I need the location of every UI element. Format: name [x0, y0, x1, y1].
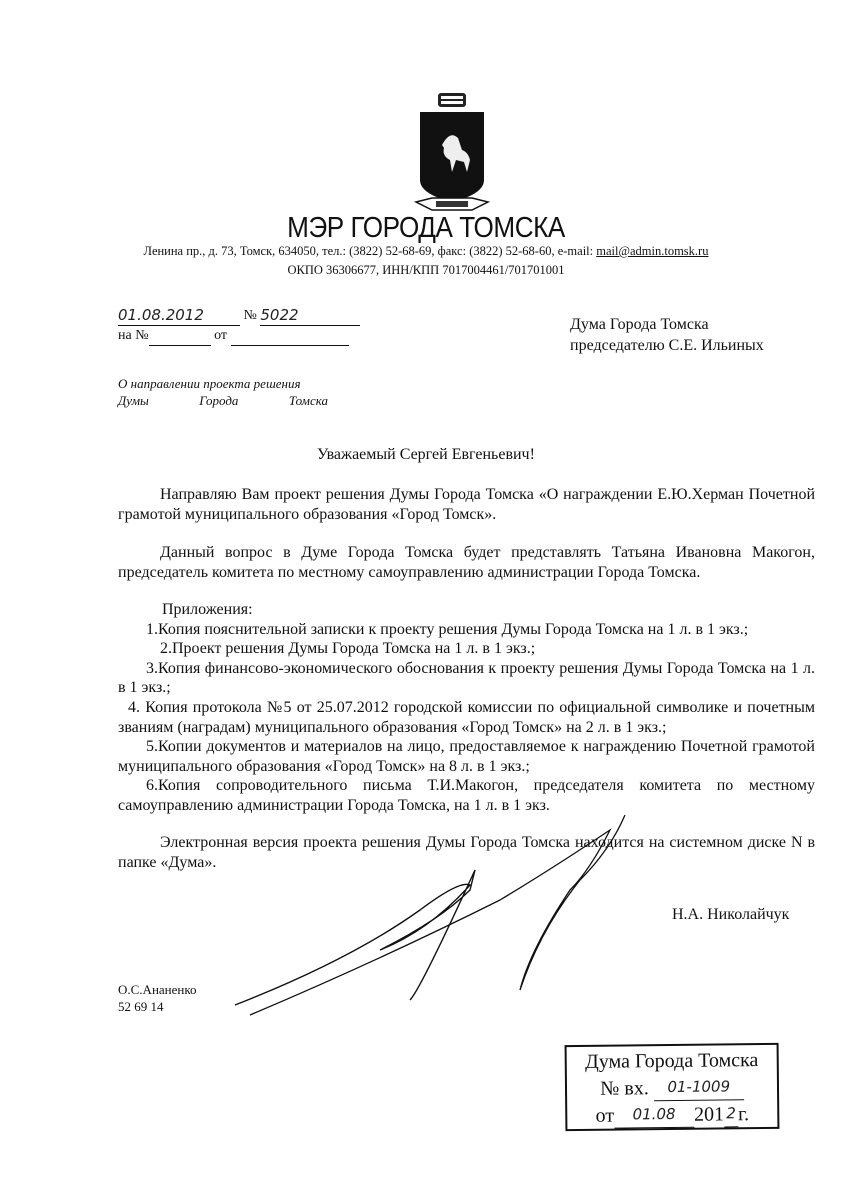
signer-name: Н.А. Николайчук: [672, 906, 790, 923]
stamp-year-prefix: 201: [693, 1103, 725, 1126]
stamp-year-digit: 2: [724, 1100, 738, 1127]
outgoing-reference: [118, 305, 360, 346]
attachment-item: 5.Копии документов и материалов на лицо, предоставляемое к награждению Почетной грамотой муниципального образования «Город Томск» на 8 л. в 1 экз.;: [118, 738, 815, 775]
attachments: [118, 600, 815, 816]
paragraph-1: [118, 485, 815, 525]
attachment-item: 6.Копия сопроводительного письма Т.И.Макогон, председателя комитета по местному самоуправлению администрации Города Томска, на 1 л. в 1 экз.: [118, 777, 815, 814]
attachments-heading: Приложения:: [162, 601, 253, 618]
executor: [118, 981, 197, 1015]
executor-name: О.С.Ананенко: [118, 982, 197, 997]
paragraph-text: Данный вопрос в Думе Города Томска будет представлять Татьяна Ивановна Макогон, председатель комитета по местному самоуправлению администрации Города Томска.: [118, 544, 815, 581]
address-text: Ленина пр., д. 73, Томск, 634050, тел.: (3822) 52-68-69, факс: (3822) 52-68-60, e-mail:: [143, 244, 597, 258]
attachment-item: 3.Копия финансово-экономического обоснования к проекту решения Думы Города Томска на 1 л. в 1 экз.;: [118, 659, 815, 697]
ref-label: на №: [118, 328, 149, 343]
recipient-person: председателю С.Е. Ильиных: [570, 337, 764, 354]
outgoing-number: 5022: [260, 305, 360, 326]
subject-word: Города: [199, 393, 239, 408]
stamp-number-label: № вх.: [600, 1077, 649, 1100]
subject: [118, 375, 328, 409]
attachment-item: 1.Копия пояснительной записки к проекту решения Думы Города Томска на 1 л. в 1 экз.;: [146, 620, 749, 638]
coat-of-arms-icon: [412, 90, 492, 215]
ref-from-label: от: [214, 328, 228, 343]
incoming-stamp: [565, 1043, 780, 1131]
subject-line-1: О направлении проекта решения: [118, 376, 301, 391]
signature-icon: [230, 810, 650, 1030]
email-link[interactable]: mail@admin.tomsk.ru: [596, 244, 709, 258]
number-label: №: [243, 308, 257, 323]
letterhead-address: [0, 244, 852, 259]
paragraph-text: Электронная версия проекта решения Думы Города Томска находится на системном диске N в папке «Дума».: [118, 834, 815, 871]
outgoing-date: 01.08.2012: [118, 305, 240, 326]
recipient: [570, 314, 764, 356]
stamp-number: 01-1009: [654, 1073, 744, 1101]
ref-date-blank: [231, 331, 349, 346]
paragraph-text: Направляю Вам проект решения Думы Города Томска «О награждении Е.Ю.Херман Почетной грамотой муниципального образования «Город Томск».: [118, 486, 815, 523]
attachment-item: 2.Проект решения Думы Города Томска на 1 л. в 1 экз.;: [160, 640, 536, 658]
ref-number-blank: [149, 331, 211, 346]
subject-word: Томска: [288, 393, 328, 408]
greeting: Уважаемый Сергей Евгеньевич!: [317, 446, 535, 463]
stamp-date-label: от: [595, 1104, 615, 1127]
stamp-year-suffix: г.: [737, 1103, 750, 1126]
letterhead-okpo: ОКПО 36306677, ИНН/КПП 7017004461/701701001: [287, 263, 565, 277]
attachment-item: 4. Копия протокола №5 от 25.07.2012 городской комиссии по официальной символике и почетным званиям (наградам) муниципального образования «Город Томск» на 2 л. в 1 экз.;: [118, 698, 815, 736]
stamp-title: Дума Города Томска: [585, 1049, 759, 1073]
executor-phone: 52 69 14: [118, 999, 164, 1014]
stamp-date: 01.08: [614, 1101, 694, 1129]
letterhead-title: МЭР ГОРОДА ТОМСКА: [287, 212, 565, 244]
recipient-org: Дума Города Томска: [570, 316, 709, 333]
subject-word: Думы: [118, 393, 149, 408]
paragraph-2: [118, 543, 815, 583]
